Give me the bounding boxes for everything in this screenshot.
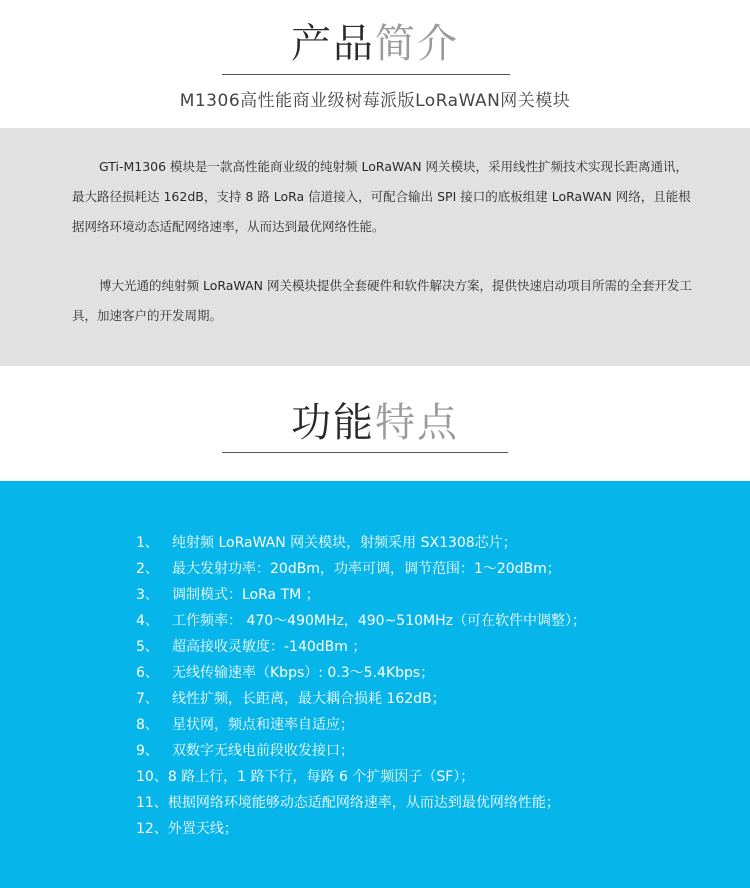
feature-text: 线性扩频，长距离，最大耦合损耗 162dB； [172,691,446,707]
feature-number: 4、 [136,613,159,629]
feature-text: 外置天线； [167,821,238,837]
feature-number: 8、 [136,717,159,733]
intro-title-rule [222,74,510,75]
feature-item [136,582,586,608]
feature-text: 无线传输速率（Kbps）: 0.3～5.4Kbps； [172,665,435,681]
features-title-rule [222,452,508,453]
feature-number: 12、 [136,821,168,837]
feature-list [136,530,586,842]
product-subtitle: M1306高性能商业级树莓派版LoRaWAN网关模块 [179,91,571,111]
feature-text: 最大发射功率：20dBm，功率可调，调节范围：1～20dBm； [172,561,561,577]
intro-paragraph-2: 博大光通的纯射频 LoRaWAN 网关模块提供全套硬件和软件解决方案，提供快速启动项目所需的全套开发工具，加速客户的开发周期。 [72,278,692,323]
features-title [0,400,750,446]
features-title-light: 特点 [375,400,459,446]
intro-title-light: 简介 [375,21,459,67]
feature-number: 5、 [136,639,159,655]
feature-text: 星状网，频点和速率自适应； [172,717,354,733]
feature-number: 1、 [136,535,159,551]
feature-item [136,790,586,816]
feature-item [136,712,586,738]
feature-number: 2、 [136,561,159,577]
feature-number: 10、 [136,769,168,785]
feature-text: 根据网络环境能够动态适配网络速率，从而达到最优网络性能； [167,795,560,811]
features-title-dark: 功能 [291,400,375,446]
feature-item [136,660,586,686]
feature-item [136,608,586,634]
intro-paragraph-1: GTi-M1306 模块是一款高性能商业级的纯射频 LoRaWAN 网关模块，采用线性扩频技术实现长距离通讯，最大路径损耗达 162dB，支持 8 路 LoRa 信道接入，可配合输出 SPI 接口的底板组建 LoRaWAN 网络，且能根据网络环境动态适配网络速率，从而达到最优网络性能。 [72,159,691,234]
feature-number: 9、 [136,743,159,759]
feature-item [136,738,586,764]
feature-text: 纯射频 LoRaWAN 网关模块，射频采用 SX1308芯片； [172,535,517,551]
feature-number: 11、 [136,795,168,811]
feature-number: 3、 [136,587,159,603]
feature-text: 8 路上行，1 路下行，每路 6 个扩频因子（SF）； [167,769,475,785]
features-band [0,481,750,888]
intro-title [0,21,750,67]
feature-text: 调制模式：LoRa TM ； [172,587,320,603]
feature-item [136,634,586,660]
feature-item [136,556,586,582]
feature-text: 双数字无线电前段收发接口； [172,743,354,759]
feature-item [136,816,586,842]
feature-item [136,530,586,556]
feature-item [136,764,586,790]
intro-title-dark: 产品 [291,21,375,67]
feature-item [136,686,586,712]
feature-number: 7、 [136,691,159,707]
feature-text: 工作频率： 470～490MHz，490~510MHz（可在软件中调整）； [172,613,586,629]
feature-text: 超高接收灵敏度：-140dBm ； [172,639,367,655]
intro-band [0,128,750,366]
feature-number: 6、 [136,665,159,681]
